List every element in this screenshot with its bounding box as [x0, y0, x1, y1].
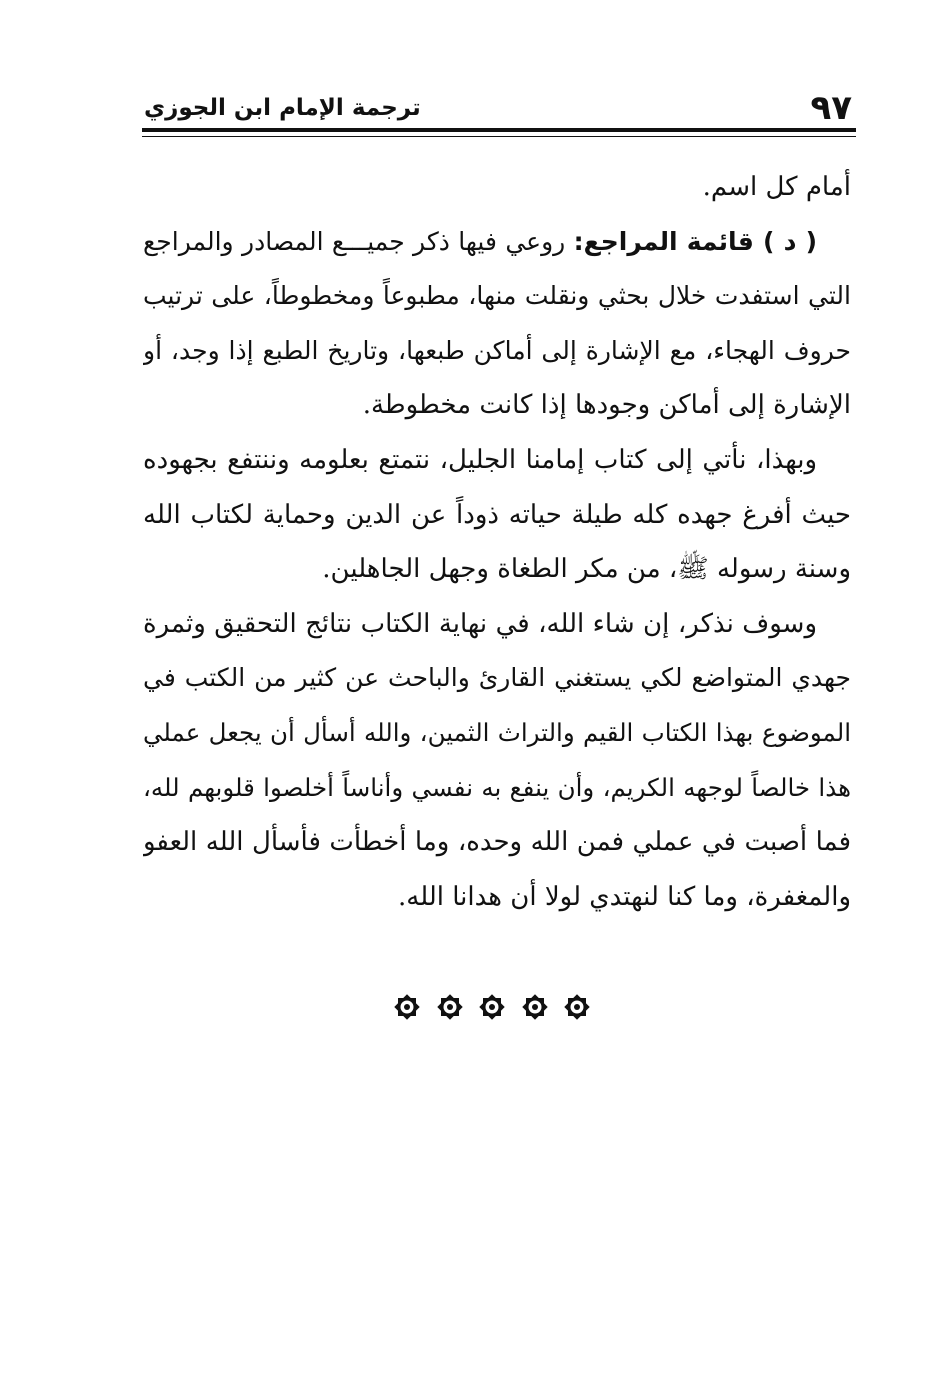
header-rule-thick [142, 128, 856, 132]
running-title: ترجمة الإمام ابن الجوزي [144, 95, 421, 121]
section-heading: ( د ) قائمة المراجع: [573, 226, 817, 256]
paragraph-4-line-1: وسوف نذكر، إن شاء الله، في نهاية الكتاب نتائج التحقيق وثمرة [143, 608, 817, 639]
octagram-flower-icon [520, 992, 550, 1022]
paragraph-2-line-1 [143, 215, 851, 270]
paragraph-3-line-3: وسنة رسوله ﷺ، من مكر الطغاة وجهل الجاهلين. [322, 554, 851, 585]
paragraph-4-line-4: هذا خالصاً لوجهه الكريم، وأن ينفع به نفسي وأناساً أخلصوا قلوبهم لله، [143, 772, 851, 802]
paragraph-2-line-1-text: روعي فيها ذكر جميـــع المصادر والمراجع [143, 226, 574, 256]
paragraph-1-line-1: أمام كل اسم. [702, 172, 851, 202]
page-number: ٩٧ [810, 88, 852, 128]
octagram-flower-icon [562, 992, 592, 1022]
octagram-flower-icon [477, 992, 507, 1022]
paragraph-3-line-1: وبهذا، نأتي إلى كتاب إمامنا الجليل، نتمتع بعلومه وننتفع بجهوده [143, 444, 817, 475]
octagram-flower-icon [435, 992, 465, 1022]
header-rule-thin [142, 136, 856, 137]
paragraph-4-line-2: جهدي المتواضع لكي يستغني القارئ والباحث عن كثير من الكتب في [143, 663, 851, 693]
end-ornaments [392, 990, 592, 1024]
paragraph-2-line-4: الإشارة إلى أماكن وجودها إذا كانت مخطوطة. [362, 390, 851, 421]
paragraph-3-line-2: حيث أفرغ جهده كله طيلة حياته ذوداً عن الدين وحماية لكتاب الله [143, 499, 851, 530]
octagram-flower-icon [392, 992, 422, 1022]
page-header [142, 82, 856, 134]
paragraph-4-line-5: فما أصبت في عملي فمن الله وحده، وما أخطأت فأسأل الله العفو [143, 827, 851, 858]
paragraph-4-line-6: والمغفرة، وما كنا لنهتدي لولا أن هدانا الله. [398, 881, 851, 912]
paragraph-2-line-3: حروف الهجاء، مع الإشارة إلى أماكن طبعها، وتاريخ الطبع إذا وجد، أو [143, 335, 851, 365]
paragraph-2-line-2: التي استفدت خلال بحثي ونقلت منها، مطبوعاً ومخطوطاً، على ترتيب [143, 281, 851, 311]
paragraph-4-line-3: الموضوع بهذا الكتاب القيم والتراث الثمين، والله أسأل أن يجعل عملي [143, 717, 851, 747]
body-text [143, 160, 851, 924]
